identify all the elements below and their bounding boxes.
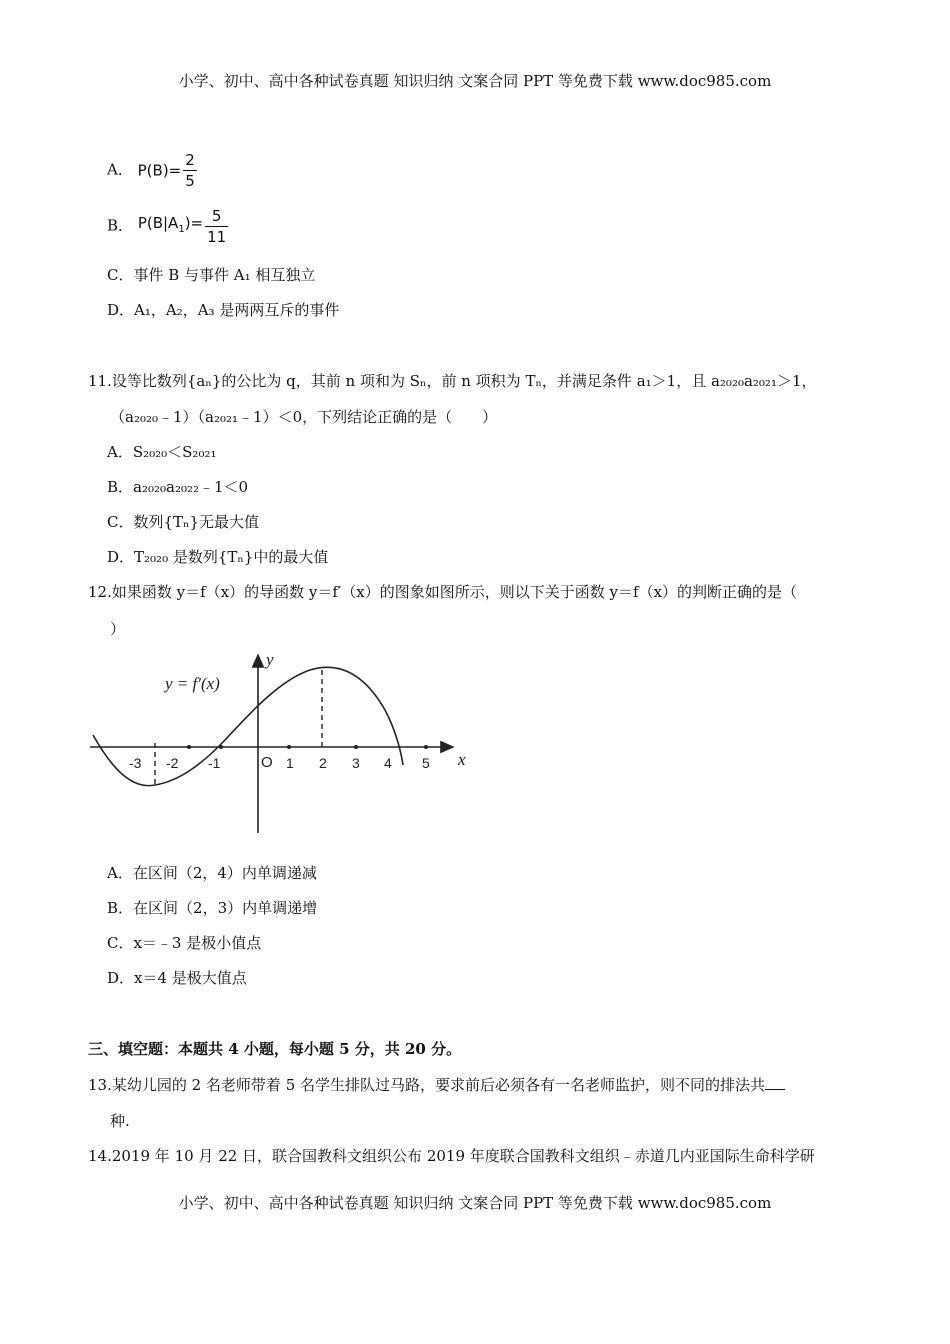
q10-option-b-expr: [137, 214, 204, 235]
tick-label: 3: [352, 755, 360, 771]
q10-option-b: [107, 206, 228, 247]
q11-stem-line2: （a₂₀₂₀﹣1）（a₂₀₂₁﹣1）＜0，下列结论正确的是（ ）: [110, 408, 498, 426]
tick-label: 1: [286, 755, 294, 771]
tick-mark: [424, 745, 428, 749]
function-label: y = f′(x): [165, 674, 220, 693]
derivative-graph: [85, 645, 485, 840]
q10-b-expr-post: )=: [184, 214, 204, 232]
q12-stem-line2: ）: [110, 620, 126, 638]
q13-answer-blank: [765, 1073, 785, 1090]
q10-option-b-fraction: [205, 206, 228, 247]
tick-mark: [287, 745, 291, 749]
section-heading: 三、填空题：本题共 4 小题，每小题 5 分，共 20 分。: [88, 1040, 462, 1058]
x-axis-label: x: [458, 750, 466, 769]
origin-label: O: [261, 754, 273, 771]
q11-option-d: D．T₂₀₂₀ 是数列{Tₙ}中的最大值: [107, 548, 329, 566]
q10-option-a-fraction: [183, 150, 197, 191]
tick-label: 4: [384, 755, 392, 771]
q10-a-numerator: 2: [185, 151, 195, 169]
q12-option-d: D．x＝4 是极大值点: [107, 969, 247, 987]
tick-label: -2: [166, 755, 179, 771]
q10-a-denominator: 5: [185, 172, 195, 190]
q12-option-a: A．在区间（2，4）内单调递减: [107, 864, 317, 882]
page-footer: 小学、初中、高中各种试卷真题 知识归纳 文案合同 PPT 等免费下载 www.doc985.com: [178, 1194, 772, 1212]
q10-option-d: D．A₁，A₂，A₃ 是两两互斥的事件: [107, 301, 340, 319]
q10-option-a: [107, 150, 197, 191]
page-header: 小学、初中、高中各种试卷真题 知识归纳 文案合同 PPT 等免费下载 www.doc985.com: [178, 72, 772, 90]
tick-label: 5: [422, 755, 430, 771]
q12-option-c: C．x＝﹣3 是极小值点: [107, 934, 262, 952]
q14-line1: 14.2019 年 10 月 22 日，联合国教科文组织公布 2019 年度联合国教科文组织﹣赤道几内亚国际生命科学研: [88, 1147, 815, 1165]
q13-line2: 种.: [110, 1112, 130, 1130]
q11-option-a: A．S₂₀₂₀＜S₂₀₂₁: [107, 443, 217, 461]
q12-option-b: B．在区间（2，3）内单调递增: [107, 899, 318, 917]
tick-mark: [354, 745, 358, 749]
q10-option-a-expr: P(B)=: [137, 161, 182, 180]
q13-text: 13.某幼儿园的 2 名老师带着 5 名学生排队过马路，要求前后必须各有一名老师监护，则不同的排法共: [88, 1076, 766, 1094]
tick-label: -1: [208, 755, 221, 771]
q11-option-c: C．数列{Tₙ}无最大值: [107, 513, 260, 531]
tick-mark: [187, 745, 191, 749]
q13-line1: [88, 1073, 785, 1096]
q10-option-a-label: A．: [107, 160, 133, 179]
q10-b-expr-sub: 1: [178, 224, 185, 235]
q12-stem-line1: 12.如果函数 y＝f（x）的导函数 y＝f′（x）的图象如图所示，则以下关于函数 y＝f（x）的判断正确的是（: [88, 583, 798, 601]
q10-b-denominator: 11: [207, 228, 227, 246]
q11-stem-line1: 11.设等比数列{aₙ}的公比为 q，其前 n 项和为 Sₙ，前 n 项积为 Tₙ，并满足条件 a₁＞1，且 a₂₀₂₀a₂₀₂₁＞1，: [88, 372, 817, 390]
q10-option-b-label: B．: [107, 216, 134, 235]
q10-option-c: C．事件 B 与事件 A₁ 相互独立: [107, 266, 316, 284]
q11-option-b: B．a₂₀₂₀a₂₀₂₂﹣1＜0: [107, 478, 249, 496]
q10-b-numerator: 5: [205, 206, 228, 227]
q10-b-expr-pre: P(B|A: [137, 214, 179, 232]
y-axis-label: y: [266, 650, 274, 669]
tick-label: -3: [129, 755, 142, 771]
tick-label: 2: [319, 755, 327, 771]
